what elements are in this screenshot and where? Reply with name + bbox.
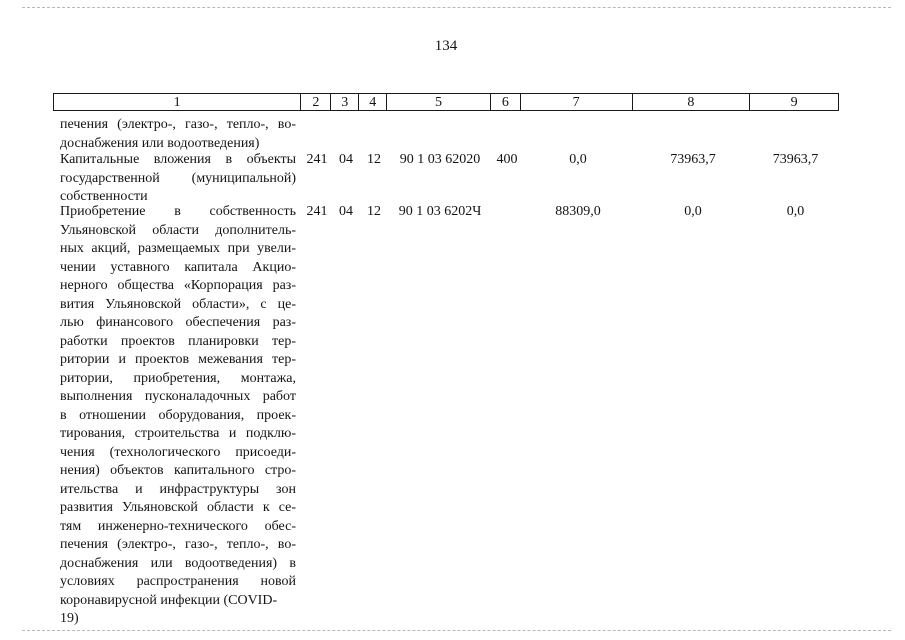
- column-header-5: 5: [387, 94, 491, 110]
- description-line: тям инженерно-технического обес-: [60, 518, 296, 534]
- cell-col-4: 12: [367, 152, 381, 167]
- description-line: выполнения пусконаладочных работ: [60, 389, 296, 404]
- description-line: работки проектов планировки тер-: [60, 333, 296, 349]
- description-line: ритории, приобретения, монтажа,: [60, 370, 296, 386]
- description-line: ритории и проектов межевания тер-: [60, 352, 296, 367]
- description-line: печения (электро-, газо-, тепло-, во-: [60, 537, 296, 552]
- description-line: лью финансового обеспечения раз-: [60, 315, 296, 330]
- description-line: нерного общества «Корпорация раз-: [60, 278, 296, 293]
- description-line: собственности: [60, 189, 148, 204]
- description-line: условиях распространения новой: [60, 574, 296, 589]
- column-header-2: 2: [301, 94, 331, 110]
- column-header-7: 7: [521, 94, 633, 110]
- description-line: в отношении оборудования, проек-: [60, 407, 296, 423]
- description-line: нения) объектов капитального стро-: [60, 463, 296, 478]
- cell-col-8: 73963,7: [670, 152, 716, 167]
- scan-edge-bottom: [22, 630, 891, 631]
- description-line: доснабжения или водоотведения): [60, 135, 260, 151]
- scan-edge-top: [22, 7, 891, 8]
- description-line: тирования, строительства и подклю-: [60, 426, 296, 441]
- description-line: вития Ульяновской области», с це-: [60, 296, 296, 312]
- table-header: [53, 93, 839, 111]
- row-description: [60, 116, 296, 153]
- cell-col-7: 88309,0: [555, 204, 601, 219]
- cell-col-7: 0,0: [569, 152, 587, 167]
- column-header-1: 1: [54, 94, 301, 110]
- description-line: ных акций, размещаемых при увели-: [60, 241, 296, 256]
- cell-col-9: 0,0: [786, 204, 805, 219]
- row-description: [60, 203, 296, 629]
- description-line: чении уставного капитала Акцио-: [60, 259, 296, 275]
- cell-col-8: 0,0: [684, 204, 702, 219]
- description-line: Капитальные вложения в объекты: [60, 152, 296, 167]
- cell-col-6: 400: [496, 152, 518, 167]
- page-number: 134: [434, 38, 458, 54]
- cell-col-4: 12: [367, 204, 381, 219]
- description-line: развития Ульяновской области к се-: [60, 500, 296, 515]
- description-line: Ульяновской области дополнитель-: [60, 222, 296, 238]
- description-line: доснабжения или водоотведения) в: [60, 555, 296, 571]
- description-line: ительства и инфраструктуры зон: [60, 481, 296, 497]
- column-header-8: 8: [633, 94, 751, 110]
- cell-col-9: 73963,7: [772, 152, 819, 167]
- column-header-4: 4: [359, 94, 387, 110]
- cell-col-2: 241: [306, 204, 328, 219]
- cell-col-2: 241: [306, 152, 328, 167]
- column-header-6: 6: [491, 94, 521, 110]
- description-line: 19): [60, 611, 79, 626]
- cell-col-3: 04: [339, 152, 353, 167]
- row-description: [60, 151, 296, 207]
- cell-col-5: 90 1 03 62020: [399, 152, 481, 167]
- cell-col-5: 90 1 03 6202Ч: [398, 204, 482, 219]
- column-header-9: 9: [790, 95, 798, 110]
- cell-col-3: 04: [339, 204, 353, 219]
- description-line: Приобретение в собственность: [60, 204, 296, 219]
- column-header-3: 3: [331, 94, 359, 110]
- description-line: государственной (муниципальной): [60, 170, 296, 186]
- description-line: печения (электро-, газо-, тепло-, во-: [60, 117, 296, 132]
- description-line: коронавирусной инфекции (COVID-: [60, 592, 278, 608]
- description-line: чения (технологического присоеди-: [60, 444, 296, 460]
